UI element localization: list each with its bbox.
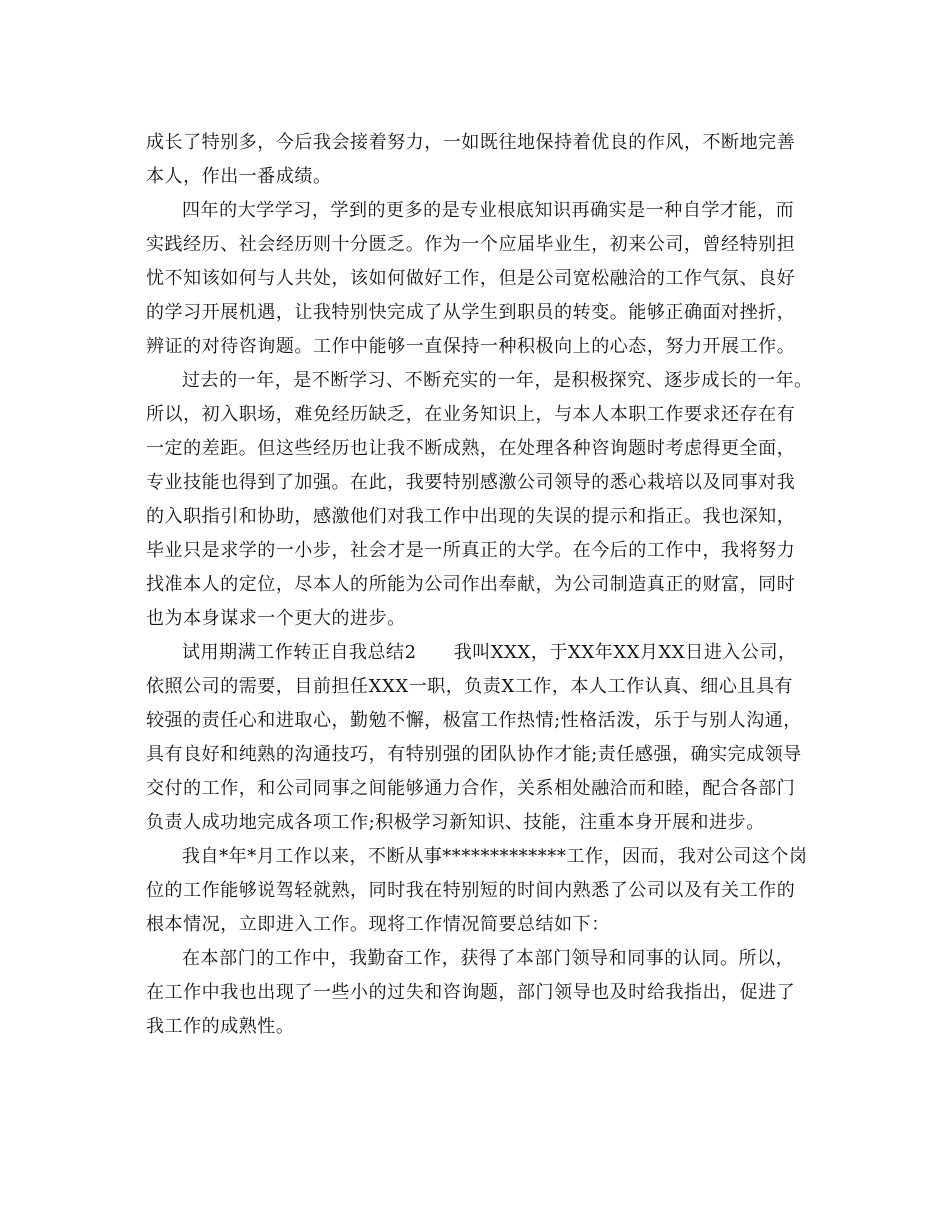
text-line: 交付的工作，和公司同事之间能够通力合作，关系相处融洽而和睦，配合各部门 <box>146 778 796 799</box>
text-line: 毕业只是求学的一小步，社会才是一所真正的大学。在今后的工作中，我将努力 <box>146 540 796 561</box>
text-line: 位的工作能够说驾轻就熟，同时我在特别短的时间内熟悉了公司以及有关工作的 <box>146 880 796 901</box>
text-line: 实践经历、社会经历则十分匮乏。作为一个应届毕业生，初来公司，曾经特别担 <box>146 234 796 255</box>
text-line: 忧不知该如何与人共处，该如何做好工作，但是公司宽松融洽的工作气氛、良好 <box>146 268 796 289</box>
text-line: 找准本人的定位，尽本人的所能为公司作出奉献，为公司制造真正的财富，同时 <box>146 574 796 595</box>
text-line: 在工作中我也出现了一些小的过失和咨询题，部门领导也及时给我指出，促进了 <box>146 982 796 1003</box>
text-line: 专业技能也得到了加强。在此，我要特别感激公司领导的悉心栽培以及同事对我 <box>146 472 796 493</box>
paragraph-start-line: 四年的大学学习，学到的更多的是专业根底知识再确实是一种自学才能，而 <box>182 200 795 221</box>
text-line: 根本情况，立即进入工作。现将工作情况简要总结如下： <box>146 914 610 935</box>
text-line: 负责人成功地完成各项工作;积极学习新知识、技能，注重本身开展和进步。 <box>146 812 765 833</box>
text-line: 成长了特别多，今后我会接着努力，一如既往地保持着优良的作风，不断地完善 <box>146 132 796 153</box>
text-line: 一定的差距。但这些经历也让我不断成熟，在处理各种咨询题时考虑得更全面， <box>146 438 796 459</box>
paragraph-start-line: 在本部门的工作中，我勤奋工作，获得了本部门领导和同事的认同。所以， <box>182 948 795 969</box>
text-line: 具有良好和纯熟的沟通技巧，有特别强的团队协作才能;责任感强，确实完成领导 <box>146 744 802 765</box>
paragraph-start-line: 试用期满工作转正自我总结2 我叫XXX，于XX年XX月XX日进入公司， <box>182 642 797 663</box>
text-line: 辨证的对待咨询题。工作中能够一直保持一种积极向上的心态，努力开展工作。 <box>146 336 796 357</box>
paragraph-start-line: 过去的一年，是不断学习、不断充实的一年，是积极探究、逐步成长的一年。 <box>182 370 813 391</box>
document-body <box>146 126 826 1044</box>
text-line: 较强的责任心和进取心，勤勉不懈，极富工作热情;性格活泼，乐于与别人沟通， <box>146 710 802 731</box>
text-line: 依照公司的需要，目前担任XXX一职，负责X工作，本人工作认真、细心且具有 <box>146 676 794 697</box>
paragraph-start-line: 我自*年*月工作以来，不断从事*************工作，因而，我对公司这个岗 <box>182 846 808 867</box>
text-line: 所以，初入职场，难免经历缺乏，在业务知识上，与本人本职工作要求还存在有 <box>146 404 796 425</box>
text-line: 的学习开展机遇，让我特别快完成了从学生到职员的转变。能够正确面对挫折， <box>146 302 796 323</box>
text-line: 我工作的成熟性。 <box>146 1016 295 1037</box>
text-line: 本人，作出一番成绩。 <box>146 166 332 187</box>
text-line: 的入职指引和协助，感激他们对我工作中出现的失误的提示和指正。我也深知， <box>146 506 796 527</box>
text-line: 也为本身谋求一个更大的进步。 <box>146 608 406 629</box>
